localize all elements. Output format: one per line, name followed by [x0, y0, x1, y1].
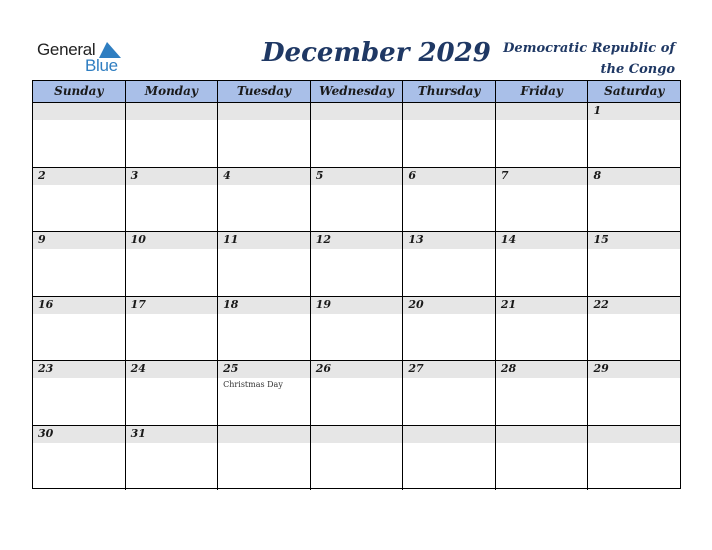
day-cell[interactable]: [33, 168, 126, 232]
day-cell[interactable]: [588, 232, 680, 296]
day-header-strip: [403, 168, 495, 185]
day-header-strip: [126, 168, 218, 185]
day-header-strip: [311, 168, 403, 185]
day-header-strip: [218, 168, 310, 185]
day-cell[interactable]: [403, 361, 496, 425]
day-cell[interactable]: [311, 426, 404, 491]
day-cell[interactable]: [588, 297, 680, 361]
day-header-strip: [33, 168, 125, 185]
day-cell[interactable]: [126, 426, 219, 491]
day-header-strip: [311, 361, 403, 378]
day-number: 4: [223, 168, 231, 182]
day-header-strip: [496, 297, 588, 314]
day-number: 26: [315, 362, 332, 375]
day-header-strip: [218, 297, 310, 314]
weekday-header-row: [33, 81, 680, 103]
day-header-strip: [588, 103, 680, 120]
day-cell[interactable]: [588, 168, 680, 232]
day-header-strip: [403, 361, 495, 378]
day-header-strip: [588, 361, 680, 378]
country-name: [485, 38, 675, 80]
day-number: 1: [593, 104, 602, 117]
day-header-strip: [496, 168, 588, 185]
day-header-strip: [588, 426, 680, 443]
day-number: 18: [223, 297, 239, 311]
day-cell[interactable]: [126, 361, 219, 425]
day-number: 20: [408, 297, 424, 311]
logo-text-blue: Blue: [85, 56, 118, 75]
day-header-strip: [311, 103, 403, 120]
day-header-strip: [126, 103, 218, 120]
day-cell[interactable]: [33, 232, 126, 296]
day-cell[interactable]: [33, 426, 126, 491]
day-header-strip: [311, 297, 403, 314]
day-number: 21: [500, 297, 517, 311]
day-cell[interactable]: [126, 297, 219, 361]
weekday-tuesday: Tuesday: [218, 81, 311, 102]
day-cell[interactable]: [403, 297, 496, 361]
day-header-strip: [218, 361, 310, 378]
day-header-strip: [496, 103, 588, 120]
day-cell[interactable]: [33, 297, 126, 361]
day-cell[interactable]: [496, 103, 589, 167]
generalblue-logo: [37, 40, 127, 74]
day-number: 30: [38, 426, 54, 440]
day-cell[interactable]: [311, 361, 404, 425]
day-header-strip: [33, 426, 125, 443]
day-number: 17: [130, 297, 146, 311]
weekday-sunday: Sunday: [33, 81, 126, 102]
weekday-wednesday: Wednesday: [311, 81, 404, 102]
logo-text-general: General: [37, 40, 96, 59]
day-cell[interactable]: [311, 232, 404, 296]
day-header-strip: [403, 232, 495, 249]
day-cell[interactable]: [218, 361, 311, 425]
day-cell[interactable]: [126, 168, 219, 232]
week-row: [33, 103, 680, 168]
day-header-strip: [403, 426, 495, 443]
day-cell[interactable]: [126, 103, 219, 167]
day-number: 2: [38, 168, 46, 182]
day-cell[interactable]: [218, 103, 311, 167]
weekday-monday: Monday: [126, 81, 219, 102]
day-cell[interactable]: [403, 232, 496, 296]
day-cell[interactable]: [403, 103, 496, 167]
week-row: [33, 297, 680, 362]
day-header-strip: [126, 297, 218, 314]
day-header-strip: [126, 361, 218, 378]
day-header-strip: [311, 232, 403, 249]
day-cell[interactable]: [218, 168, 311, 232]
day-number: 10: [130, 233, 146, 246]
day-header-strip: [588, 232, 680, 249]
day-number: 13: [408, 233, 424, 246]
week-row: [33, 361, 680, 426]
day-header-strip: [33, 361, 125, 378]
day-cell[interactable]: [218, 297, 311, 361]
weeks-container: [33, 103, 680, 490]
weekday-thursday: Thursday: [403, 81, 496, 102]
day-header-strip: [311, 426, 403, 443]
calendar-title: December 2029: [262, 38, 491, 68]
day-header-strip: [496, 361, 588, 378]
day-number: 19: [315, 297, 332, 311]
day-cell[interactable]: [311, 168, 404, 232]
day-cell[interactable]: [403, 426, 496, 491]
week-row: [33, 168, 680, 233]
day-cell[interactable]: [33, 103, 126, 167]
day-header-strip: [126, 232, 218, 249]
day-header-strip: [126, 426, 218, 443]
week-row: [33, 232, 680, 297]
day-header-strip: [33, 103, 125, 120]
day-header-strip: [33, 297, 125, 314]
day-number: 15: [593, 233, 609, 246]
day-number: 6: [408, 168, 416, 182]
country-line-2: the Congo: [600, 62, 675, 77]
day-cell[interactable]: [126, 232, 219, 296]
day-cell[interactable]: [496, 426, 589, 491]
week-row: [33, 426, 680, 491]
day-number: 9: [38, 233, 46, 246]
day-number: 25: [223, 362, 239, 375]
day-cell[interactable]: [218, 232, 311, 296]
day-cell[interactable]: [496, 361, 589, 425]
day-header-strip: [588, 297, 680, 314]
day-number: 29: [593, 362, 609, 375]
day-number: 27: [408, 362, 424, 375]
day-number: 11: [223, 233, 239, 246]
weekday-saturday: Saturday: [604, 84, 665, 98]
day-cell[interactable]: [496, 168, 589, 232]
day-number: 28: [500, 362, 517, 375]
day-header-strip: [588, 168, 680, 185]
day-cell[interactable]: [311, 103, 404, 167]
day-header-strip: [218, 426, 310, 443]
day-cell[interactable]: [496, 297, 589, 361]
day-number: 12: [315, 233, 332, 246]
day-cell[interactable]: [588, 103, 680, 167]
day-number: 16: [38, 297, 54, 311]
day-header-strip: [218, 232, 310, 249]
day-header-strip: [403, 297, 495, 314]
day-number: 31: [130, 426, 146, 440]
day-number: 14: [500, 233, 517, 246]
day-cell[interactable]: [403, 168, 496, 232]
day-number: 3: [130, 168, 139, 182]
day-number: 5: [315, 168, 324, 182]
day-cell[interactable]: [588, 361, 680, 425]
day-cell[interactable]: [311, 297, 404, 361]
calendar-grid: [32, 80, 681, 489]
day-number: 8: [593, 168, 602, 182]
country-line-1: Democratic Republic of: [503, 41, 675, 56]
day-header-strip: [496, 232, 588, 249]
day-cell[interactable]: [218, 426, 311, 491]
day-number: 24: [130, 362, 146, 375]
weekday-friday: Friday: [496, 81, 589, 102]
day-header-strip: [496, 426, 588, 443]
day-number: 23: [38, 362, 54, 375]
day-header-strip: [403, 103, 495, 120]
day-header-strip: [218, 103, 310, 120]
day-header-strip: [33, 232, 125, 249]
day-cell[interactable]: [33, 361, 126, 425]
day-cell[interactable]: [588, 426, 680, 491]
holiday-label: Christmas Day: [223, 380, 283, 389]
day-cell[interactable]: [496, 232, 589, 296]
day-number: 7: [500, 168, 509, 182]
day-number: 22: [593, 297, 609, 311]
